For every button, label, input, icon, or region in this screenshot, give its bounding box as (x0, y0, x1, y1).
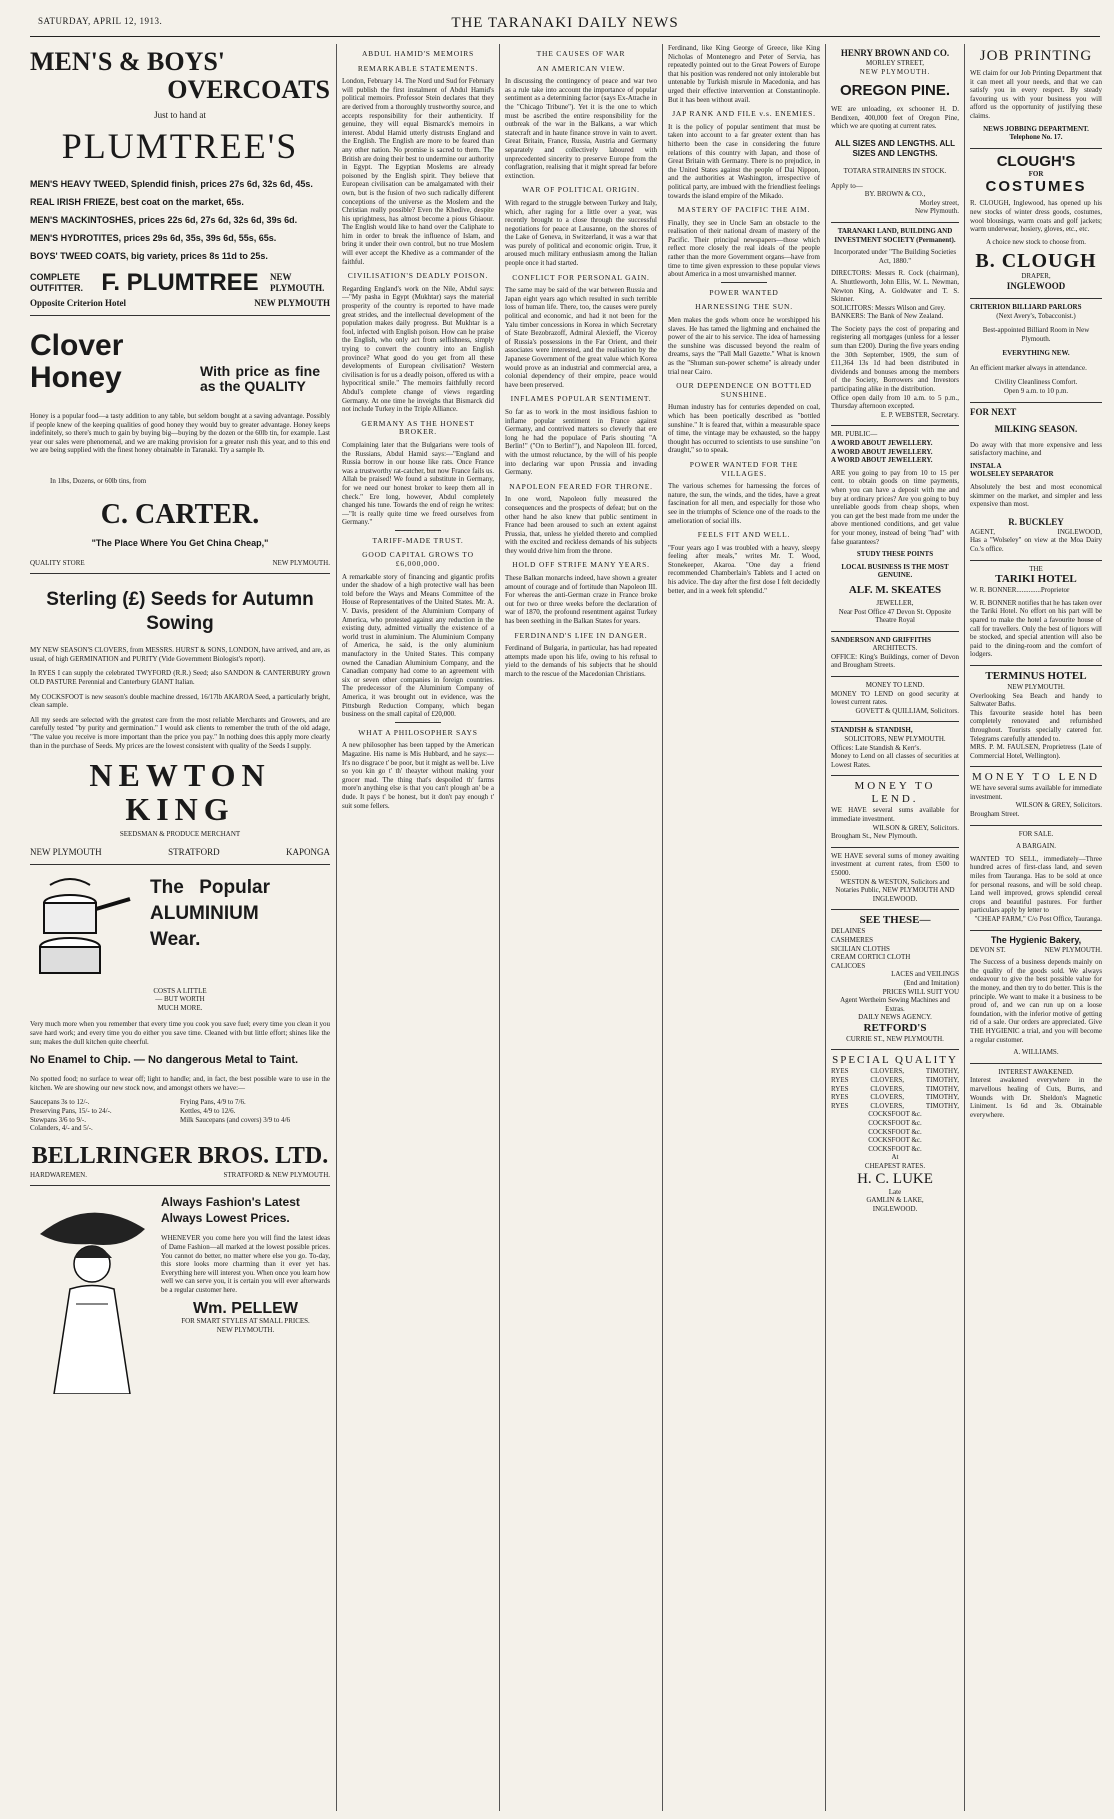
brown-totara: TOTARA STRAINERS IN STOCK. (843, 166, 947, 175)
plumtree-item: MEN'S MACKINTOSHES, prices 22s 6d, 27s 6d, 32s 6d, 39s 6d. (30, 215, 298, 225)
luke-cell: TIMOTHY, (925, 1084, 959, 1093)
plumtree-location: NEW PLYMOUTH. (270, 272, 325, 293)
weston-ad (831, 848, 959, 911)
land-office: Office open daily from 10 a.m. to 5 p.m., Thursday afternoon excepted. (831, 393, 959, 411)
luke-row (831, 1093, 959, 1102)
criterion-marker: An efficient marker always in attendance. (970, 363, 1087, 372)
criterion-title: CRITERION BILLIARD PARLORS (970, 302, 1082, 311)
sale-title: FOR SALE. (1018, 829, 1054, 838)
lend2-who: WILSON & GREY, Solicitors. (872, 823, 959, 832)
tariki-body: W. R. BONNER notifies that he has taken over the Tariki Hotel. No effort on his part will be spared to make the hotel a favourite house of call for travellers. Only the best of liquors will be stocked, and special attention will also be paid to the dining-room and the comfort of lodgers. (970, 598, 1102, 659)
money-lend-ad (831, 677, 959, 722)
brown-np: New Plymouth. (915, 207, 959, 216)
luke-cell: TIMOTHY, (925, 1076, 959, 1085)
criterion-body: Best-appointed Billiard Room in New Plymouth. (982, 326, 1090, 343)
criterion-next: (Next Avery's, Tobacconist.) (996, 311, 1076, 320)
tariki-ad (970, 561, 1102, 666)
jewel-body: ARE you going to pay from 10 to 15 per cent. to obtain goods on time payments, when you can have a deposit with me and buy at ordinary prices? Are you going to buy unreliable goods from cheap shops, when you can get the best made from me under the above mentioned conditions, and get value for your money, instead of being "had" with false guarantees? (831, 468, 959, 546)
lend-title: MONEY TO LEND. (865, 681, 925, 690)
land-inc: Incorporated under "The Building Societies Act, 1880." (833, 248, 957, 265)
tariki-name: TARIKI HOTEL (995, 573, 1077, 586)
article-subheading: FERDINAND'S LIFE IN DANGER. (514, 630, 648, 640)
plumtree-intro: Just to hand at (154, 110, 206, 120)
article-heading: POWER WANTED (709, 287, 779, 297)
pellew-tagline-1: Always Fashion's Latest (161, 1195, 300, 1210)
clough-draper: DRAPER, (1021, 272, 1051, 281)
brown-ad (831, 44, 959, 223)
article-subheading: FEELS FIT AND WELL. (697, 530, 791, 540)
luke-cell: TIMOTHY, (925, 1067, 959, 1076)
lend3-title: MONEY TO LEND (971, 771, 1100, 784)
carter-slogan: "The Place Where You Get China Cheap," (91, 537, 269, 548)
plumtree-town: NEW PLYMOUTH (254, 298, 330, 308)
article-body: In one word, Napoleon fully measured the consequences and the prospects of defeat; but on the other hand he also knew that public sentiment in France had been aroused to such an extent against Prussia, that, unless he yielded thereto and complied with the excited and reckless demands of his subjects they would drive him from the throne. (505, 495, 657, 555)
terminus-name: TERMINUS HOTEL (985, 669, 1087, 682)
interest-title: INTEREST AWAKENED. (998, 1067, 1074, 1076)
sale-body: WANTED TO SELL, immediately—Three hundred acres of first-class land, and seven miles from Tauranga. Has to be sold at once for personal reasons, and will be sold cheap. Land well improved, grows splendid cereal crops and beautiful pastures. For further particulars apply by letter to (970, 854, 1102, 915)
buckley-next: FOR NEXT (970, 406, 1017, 417)
aluminium-ad (30, 865, 330, 1187)
article-body: So far as to work in the most insidious fashion to inflame popular sentiment in France against Germany, and contrived matters so cleverly that ere long he had the populace of Paris shouting "A Berlin!" ("On to Berlin!"), and Napoleon III. forced, with the utmost reluctance, by the will of his people into declaring war upon Prussia and invading Germany. (505, 407, 657, 477)
bakery-name: The Hygienic Bakery, (990, 934, 1082, 945)
article-body: It is the policy of popular sentiment that must be taken into account to a far greater extent than has hitherto been the case in considering the future relations of this country with Japan, and those of Great Britain with Germany. There is no prejudice, in the United States against the people of Dai Nippon, and the authorities at Washington, irrespective of political party, are imbued with the friendliest feelings towards the island empire of the Mikado. (668, 122, 820, 200)
newspaper-title: THE TARANAKI DAILY NEWS (451, 14, 679, 31)
buckley-separator: WOLSELEY SEPARATOR (970, 470, 1054, 479)
column-rule (499, 44, 500, 1811)
criterion-open: Open 9 a.m. to 10 p.m. (1003, 387, 1069, 396)
buckley-install: INSTAL A (970, 461, 1002, 470)
article-subheading: GOOD CAPITAL GROWS TO £6,000,000. (362, 550, 474, 569)
article-subheading: OUR DEPENDENCE ON BOTTLED SUNSHINE. (676, 381, 812, 399)
bellringer-loc: STRATFORD & NEW PLYMOUTH. (223, 1170, 330, 1179)
luke-cell: RYES (831, 1067, 849, 1076)
luke-cocksfoot: COCKSFOOT &c. (868, 1144, 922, 1153)
standish-sol: SOLICITORS, NEW PLYMOUTH. (844, 735, 946, 744)
luke-cell: TIMOTHY, (925, 1101, 959, 1110)
brown-street: MORLEY STREET, (866, 59, 924, 67)
masthead (30, 10, 1100, 37)
buckley-view: Has a "Wolseley" on view at the Moa Dairy Co.'s office. (970, 536, 1102, 553)
article-subheading: CIVILISATION'S DEADLY POISON. (347, 271, 489, 281)
land-directors: DIRECTORS: Messrs R. Cock (chairman), A. Shuttleworth, John Ellis, W. L. Newman, Newton King, A. Goldwater and T. S. Skinner. (831, 269, 959, 304)
lend2-street: Brougham St., New Plymouth. (831, 832, 918, 841)
criterion-ad (970, 299, 1102, 403)
divider (395, 530, 441, 531)
column-ads-6 (970, 44, 1102, 1811)
lend3-street: Brougham Street. (970, 810, 1020, 819)
bakery-st: DEVON ST. (970, 945, 1006, 954)
sanderson-name: SANDERSON AND GRIFFITHS (831, 635, 931, 644)
clough-name: B. CLOUGH (975, 250, 1097, 273)
interest-ad (970, 1064, 1102, 1120)
plumtree-heading-2: OVERCOATS (167, 75, 330, 104)
skeates-trade: JEWELLER, (876, 598, 914, 607)
terminus-ad (970, 666, 1102, 767)
plumtree-heading-1: MEN'S & BOYS' (30, 47, 226, 76)
jewel-word: A WORD ABOUT JEWELLERY. (831, 447, 933, 456)
retford-item: CREAM CORTICI CLOTH (831, 953, 911, 962)
newton-king-trade: SEEDSMAN & PRODUCE MERCHANT (119, 830, 241, 839)
bakery-body: The Success of a business depends mainly on the quality of the goods sold. We always endeavour to give the best possible value for the money, and then try to do better. This is the principle. We want to make it a business to be proud of, and we can run up on a loose foundation, with the inferior motive of getting rid of a sale. Our orders are appreciated. Give THE HYGIENIC a trial, and you will become a regular customer. (970, 958, 1102, 1044)
plumtree-store-name: PLUMTREE'S (61, 126, 299, 166)
sterling-para: My COCKSFOOT is new season's double machine dressed, 16/17lb AKAROA Seed, a particularly bright, clean sample. (30, 692, 330, 710)
plumtree-item: MEN'S HYDROTITES, prices 29s 6d, 35s, 39s 6d, 55s, 65s. (30, 233, 277, 243)
aluminium-title: The Popular ALUMINIUM Wear. (150, 876, 270, 950)
luke-cell: RYES (831, 1076, 849, 1085)
clough-costumes: COSTUMES (985, 178, 1087, 196)
luke-at: At (891, 1153, 899, 1162)
column-rule (662, 44, 663, 1811)
lend3-body: WE have several sums available for immediate investment. (970, 784, 1102, 801)
luke-name: H. C. LUKE (857, 1170, 933, 1187)
luke-row (831, 1076, 959, 1085)
sterling-title: Sterling (£) Seeds for Autumn Sowing (46, 589, 314, 635)
column-rule (825, 44, 826, 1811)
article-body: Ferdinand, like King George of Greece, like King Nicholas of Montenegro and Peter of Servia, has repeatedly pointed out to the Great Powers of Europe that his position was rendered not only intolerable but untenable by Turkish misrule in Macedonia, and has urged their effective intervention at Constantinople. But it has been without avail. (668, 44, 820, 104)
skeates-address: Near Post Office 47 Devon St. Opposite Theatre Royal (838, 607, 952, 625)
price-item: Saucepans 3s to 12/-. (30, 1098, 90, 1107)
sale-ad (970, 826, 1102, 931)
terminus-prop: MRS. P. M. FAULSEN, Proprietress (Late of Commercial Hotel, Wellington). (970, 743, 1102, 760)
job-title: JOB PRINTING (979, 48, 1093, 64)
saucepan-illustration (30, 875, 140, 985)
price-item: Stewpans 3/6 to 9/-. (30, 1115, 86, 1124)
buckley-ingle: INGLEWOOD, (1057, 527, 1102, 536)
criterion-every: EVERYTHING NEW. (1002, 349, 1070, 358)
article-subheading: INFLAMES POPULAR SENTIMENT. (510, 394, 652, 404)
retford-item: PRICES WILL SUIT YOU (882, 987, 959, 996)
retford-item: DELAINES (831, 927, 866, 936)
jewellery-ad (831, 426, 959, 631)
luke-ad (831, 1050, 959, 1213)
newton-king-loc-1: NEW PLYMOUTH (30, 846, 102, 857)
plumtree-proprietor: F. PLUMTREE (101, 269, 259, 296)
brown-by: BY. BROWN & CO., (864, 190, 926, 199)
criterion-civ: Civility Cleanliness Comfort. (994, 378, 1078, 387)
terminus-np: NEW PLYMOUTH. (1007, 682, 1065, 691)
price-item: Milk Saucepans (and covers) 3/9 to 4/6 (180, 1115, 291, 1124)
newton-king-name: NEWTON KING (89, 757, 271, 828)
bakery-owner: A. WILLIAMS. (1013, 1048, 1059, 1057)
retford-item: LACES and VEILINGS (891, 970, 959, 979)
column-articles-3 (505, 44, 657, 1811)
article-subheading: NAPOLEON FEARED FOR THRONE. (509, 481, 653, 491)
luke-gamlin: GAMLIN & LAKE, (866, 1196, 924, 1205)
pellew-ad (30, 1186, 330, 1394)
pellew-name: Wm. PELLEW (193, 1299, 298, 1317)
luke-cell: RYES (831, 1084, 849, 1093)
buckley-ad (970, 403, 1102, 561)
retford-name: RETFORD'S (863, 1021, 927, 1034)
article-body: Men makes the gods whom once he worshipped his slaves. He has tamed the lightning and enchained the power of the air to his service. The idea of harnessing the sunshine was discussed beyond the realm of dreams, says the "Pall Mall Gazette." What is known as the "Shuman sun-power scheme" is already under trial near Cairo. (668, 316, 820, 376)
carter-name: C. CARTER. (100, 498, 260, 530)
aluminium-costs: COSTS A LITTLE— BUT WORTH MUCH MORE. (153, 986, 207, 1012)
price-item: Frying Pans, 4/9 to 7/6. (180, 1098, 246, 1107)
article-body: The same may be said of the war between Russia and Japan eight years ago which resulted in such terrible loss of human life. There, too, the causes were purely political and economic, and had it not been for the Yalu timber concessions in Korea in which Secretary of State Bezobrazoff, Admiral Alexieff, the Viceroy of Russia's possessions in the Far Orient, and their associates were interested, and the realisation by the Japanese Government of the great value which Korea would prove as an industrial and commercial area, a colonial dependency of their empire, peace would have been preserved. (505, 286, 657, 389)
sanderson-ad (831, 632, 959, 677)
plumtree-opposite: Opposite Criterion Hotel (30, 298, 126, 308)
job-body: WE claim for our Job Printing Department that it can meet all your needs, and that we can satisfy you in every respect. By steady favouring us with your business you will afford us the opportunity of justifying these claims. (970, 69, 1102, 120)
retford-address: CURRIE ST., NEW PLYMOUTH. (846, 1034, 944, 1043)
article-body: Complaining later that the Bulgarians were tools of the Russians, Abdul Hamid says:—"England and Russia borrow in our house like rats. Once France was a trustworthy rat-catcher, but now France fails us. Allah be praised! We found a substitute in Germany, for we need our honest broker to keep them all in check." Ere long, however, Abdul completely changed his tune. Towards the end of reign he writes:—"It is really quite time we freed ourselves from Germany." (342, 440, 494, 527)
luke-cell: CLOVERS, (870, 1067, 905, 1076)
standish-ad (831, 722, 959, 776)
clough-title: CLOUGH'S (996, 152, 1076, 170)
aluminium-body: Very much more when you remember that every time you cook you save fuel; every time you clean it you save hard work; and every time you do either you save time. Cleaned with but little effort; shines like the sun; makes the dull kitchen quite cheerful. (30, 1020, 330, 1046)
luke-cell: CLOVERS, (870, 1093, 905, 1102)
luke-cell: RYES (831, 1101, 849, 1110)
terminus-body: This favourite seaside hotel has been completely renovated and refurnished throughout. Tourists specially catered for. Telegrams carefully attended to. (970, 708, 1102, 743)
lend-who: GOVETT & QUILLIAM, Solicitors. (855, 706, 959, 715)
bakery-np: NEW PLYMOUTH. (1044, 945, 1102, 954)
buckley-milking: MILKING SEASON. (994, 423, 1078, 434)
article-body: London, February 14. The Nord und Sud for February will publish the first instalment of Abdul Hamid's political memoirs. Professor Stein declares that they are derived from a thoroughly trustworthy source, and accepts responsibility for their authenticity. If genuine, they will equal Bismarck's memoirs in interest. Abdul Hamid utterly distrusts England and the English. The English are more to be feared than any other nation. No promise is sacred to them. The British are doing their best to undermine our authority in Egypt. The Egyptian Moslems are already poisoned by the English spirit. They believe that European civilisation can be amalgamated with their own, but is the fusion of two such radically different conceptions of the universe as the Moslem and the Christian really possible? Even the Khedive, despite his uprightness, has almost become a pious Ghiaour. The English would like to hand over the Caliphate to him in order to break the influence of Islam, and bring it under their own control, but no true Moslem will ever accept the Khedive as a commander of the faithful. (342, 77, 494, 266)
weston-body: WE HAVE several sums of money awaiting investment at current rates, from £500 to £5000. (831, 851, 959, 877)
sterling-seeds-ad (30, 574, 330, 865)
luke-cocksfoot: COCKSFOOT &c. (868, 1119, 922, 1128)
land-secretary: E. P. WEBSTER, Secretary. (880, 410, 959, 419)
pellew-tagline-2: Always Lowest Prices. (161, 1211, 290, 1226)
column-ads-left (30, 44, 330, 1811)
honey-tagline: With price as fine as the QUALITY (200, 363, 320, 394)
honey-sizes: In 1lbs, Dozens, or 60lb tins, from (50, 476, 147, 485)
column-articles-2 (342, 44, 494, 1811)
sterling-para: MY NEW SEASON'S CLOVERS, from MESSRS. HURST & SONS, LONDON, have arrived, and are, as usual, of high GERMINATION and PURITY (Vide Government Biologist's report). (30, 646, 330, 663)
retford-see: SEE THESE— (859, 914, 931, 927)
luke-cell: CLOVERS, (870, 1101, 905, 1110)
carter-town: NEW PLYMOUTH. (272, 558, 330, 567)
luke-cocksfoot: COCKSFOOT &c. (868, 1136, 922, 1145)
brown-sizes: ALL SIZES AND LENGTHS. ALL SIZES AND LENGTHS. (834, 138, 956, 158)
tariki-prop: W. R. BONNER..............Proprietor (970, 586, 1070, 595)
article-body: A new philosopher has been tapped by the American Magazine. His name is Mis Hubbard, and he says:— It's no disgrace t' be poor, but it might as well be. Live so you kin go t' th' theayter without making your grocer mad. The thing that's despoiled th' farms more'n anything else is that you can't plough an' be a dude. It pays t' be honest, but it don't pay enough t' suit some fellers. (342, 741, 494, 810)
column-rule (964, 44, 965, 1811)
lend-body: MONEY TO LEND on good security at lowest current rates. (831, 689, 959, 707)
article-heading: ABDUL HAMID'S MEMOIRS (361, 49, 475, 58)
retford-daily: DAILY NEWS AGENCY. (858, 1013, 932, 1022)
article-body: Ferdinand of Bulgaria, in particular, has had repeated attempts made upon his life, owing to his refusal to yield to the demands of his subjects that he should march to the rescue of the Macedonian Christians. (505, 644, 657, 678)
brown-oregon: OREGON PINE. (839, 82, 951, 100)
bakery-ad (970, 931, 1102, 1064)
standish-off: Offices: Late Standish & Kerr's. (831, 743, 921, 752)
bellringer-trade: HARDWAREMEN. (30, 1170, 87, 1179)
luke-cell: CLOVERS, (870, 1076, 905, 1085)
jewel-study: STUDY THESE POINTS (856, 550, 934, 559)
retford-item: SICILIAN CLOTHS (831, 944, 890, 953)
jewel-word: A WORD ABOUT JEWELLERY. (831, 439, 933, 447)
article-subheading: MASTERY OF PACIFIC THE AIM. (677, 205, 811, 215)
article-body: The various schemes for harnessing the forces of nature, the sun, the winds, and the tides, have a great fascination for all men, and especially for those who see in the triumphs of Science one of the roads to the amelioration of social ills. (668, 482, 820, 525)
weston-who: WESTON & WESTON, Solicitors and Notaries Public, NEW PLYMOUTH AND INGLEWOOD. (835, 877, 955, 903)
article-body: In discussing the contingency of peace and war two as a rule take into account the importance of popular sentiment as a determining factor (says Ex-Attache in the "Chicago Tribune"). Yet it is the one to which must be ascribed the entire responsibility for the outbreak of the war in the Balkans, a war which statecraft and in haute finance strove in vain to avert. Great Britain, France, Russia, Austria and Germany separately and collectively laboured with unprecedented sincerity to preserve Europe from the conflagration, realising that it might spread far before extinction. (505, 77, 657, 180)
clough-choice: A choice new stock to choose from. (985, 237, 1087, 246)
honey-ad (30, 316, 330, 574)
article-body: Finally, they see in Uncle Sam an obstacle to the realisation of their national dream of mastery of the Pacific. Their principal newspapers—those which reflect more closely the real ideals of the people rather than the more Government organs—have from time to time given expression to these popular views about America in a most unvarnished manner. (668, 218, 820, 279)
article-subheading: REMARKABLE STATEMENTS. (357, 63, 479, 73)
brown-name: HENRY BROWN AND CO. (840, 48, 950, 58)
pellew-slogan: FOR SMART STYLES AT SMALL PRICES. (181, 1317, 310, 1326)
honey-title: Clover Honey (30, 329, 124, 394)
clough-body: R. CLOUGH, Inglewood, has opened up his new stocks of winter dress goods, costumes, wool blousings, warm coats and golf jackets; warm underwear, hosiery, gloves, etc., etc. (970, 199, 1102, 234)
article-subheading: POWER WANTED FOR THE VILLAGES. (689, 459, 799, 478)
retford-item: CASHMERES (831, 935, 874, 944)
sterling-para: All my seeds are selected with the greatest care from the most reliable Merchants and Growers, and are carefully tested "by purity and germination." I would ask clients to remember the truth of the old adage, "The value you receive is more important than the price you pay." In nothing does this apply more clearly than in the purchase of Seeds. My prices are the lowest consistent with quality of the Seeds I supply. (30, 715, 330, 750)
luke-cell: TIMOTHY, (925, 1093, 959, 1102)
pellew-town: NEW PLYMOUTH. (216, 1325, 275, 1334)
carter-quality: QUALITY STORE (30, 558, 85, 567)
lend3-who: WILSON & GREY, Solicitors. (1015, 801, 1102, 810)
luke-row (831, 1102, 959, 1111)
price-item: Preserving Pans, 15/- to 24/-. (30, 1107, 112, 1116)
retford-item: (End and Imitation) (903, 978, 959, 987)
article-subheading: JAP RANK AND FILE v.s. ENEMIES. (672, 109, 816, 119)
pellew-body: WHENEVER you come here you will find the latest ideas of Dame Fashion—all marked at the lowest possible prices. You cannot do better, no matter where else you go. To-day, this store looks more charming than it ever yet has. Everything here will interest you. When once you learn how well we can serve you, it is certain you will ever afterwards be a regular customer here. (161, 1234, 330, 1294)
sanderson-office: OFFICE: King's Buildings, corner of Devon and Brougham Streets. (831, 652, 959, 670)
article-body: "Four years ago I was troubled with a heavy, sleepy feeling after meals," writes Mr. T. Wood, Stonekeeper, Akaroa. "One day a friend recommended Chamberlain's Tablets and I acted on his advice. The day after the first dose I felt decidedly better, and in a week felt splendid." (668, 543, 820, 595)
jewel-word: A WORD ABOUT JEWELLERY. (831, 456, 933, 465)
luke-title: SPECIAL QUALITY (832, 1054, 958, 1067)
honey-body: Honey is a popular food—a tasty addition to any table, but seldom bought at a saving advantage. Possibly if people knew of the keeping qualities of good honey they would buy to greater advantage. Honey keeps indefinitely, so there's much to gain by buying big—buying by the dozen or the 60lb tin, for example. Last year our sales were phenomenal, and we are making provision for a greater rush this year, and to this end we are being supplied with the finest honey obtainable in Taranaki. Try a sample lb. (30, 412, 330, 455)
luke-row (831, 1067, 959, 1076)
jewel-mr: MR. PUBLIC— (831, 430, 878, 439)
lend2-body: WE HAVE several sums available for immediate investment. (831, 806, 959, 823)
jewel-local: LOCAL BUSINESS IS THE MOST GENUINE. (841, 562, 949, 580)
plumtree-item: BOYS' TWEED COATS, big variety, prices 8s 11d to 25s. (30, 251, 268, 261)
article-heading: THE CAUSES OF WAR (536, 49, 626, 58)
article-subheading: WAR OF POLITICAL ORIGIN. (522, 185, 640, 195)
luke-cocksfoot: COCKSFOOT &c. (868, 1110, 922, 1119)
luke-cell: CLOVERS, (870, 1084, 905, 1093)
buckley-name: R. BUCKLEY (1008, 516, 1064, 527)
price-item: Colanders, 4/- and 5/-. (30, 1124, 93, 1133)
money-lend-ad-2 (831, 776, 959, 847)
clough-for: FOR (1028, 169, 1044, 178)
article-body: Human industry has for centuries depended on coal, which has been poetically described as "bottled sunshine." It is feared that, within a measurable space of time, the vintage may be exhausted, so the happy thought has occurred to scientists to use sunshine "on draught," so to speak. (668, 403, 820, 455)
article-body: A remarkable story of financing and gigantic profits under the shadow of a high protective wall has been told before the Ways and Means Committee of the House of Representatives of the United States. Mr. A. V. Davis, president of the Aluminium Company of America, who protested against any reduction in the existing duty, admitted virtually the existence of a world trust in aluminium. The Aluminium Company of America, he said, is the only aluminium manufactory in the United States. This company owned the Canadian Aluminium Company, and the Canadian company had come to an agreement with six or seven other companies in foreign countries. The predecessor of the Aluminium Company of America, it was brought out in evidence, was the Pittsburgh Reduction Company, which began business on the small capital of £20,000. (342, 572, 494, 719)
newton-king-loc-3: KAPONGA (285, 846, 330, 857)
retford-agent: Agent Wertheim Sewing Machines and Extras. (840, 996, 950, 1013)
article-subheading: HOLD OFF STRIFE MANY YEARS. (512, 560, 650, 570)
job-tel: Telephone No. 17. (1009, 133, 1063, 142)
article-heading: TARIFF-MADE TRUST. (372, 535, 464, 545)
article-heading: WHAT A PHILOSOPHER SAYS (358, 727, 478, 737)
luke-cell: RYES (831, 1093, 849, 1102)
article-body: With regard to the struggle between Turkey and Italy, which, after raging for a little over a year, was recently brought to a close through the successful negotiations for peace at Lausanne, on the shores of the Lake of Geneva, in Switzerland, it was a war that was purely of political and economic origin. True, it aroused much military enthusiasm among the Italian people once it had started. (505, 198, 657, 268)
plumtree-outfitter: COMPLETE OUTFITTER. (30, 272, 83, 293)
skeates-name: ALF. M. SKEATES (848, 583, 942, 596)
luke-cheapest: CHEAPEST RATES. (864, 1162, 926, 1170)
sale-who: "CHEAP FARM," C/o Post Office, Tauranga. (974, 915, 1102, 923)
issue-date: SATURDAY, APRIL 12, 1913. (38, 16, 163, 26)
article-subheading: CONFLICT FOR PERSONAL GAIN. (512, 272, 650, 282)
article-body: These Balkan monarchs indeed, have shown a greater amount of courage and of fortitude than Napoleon III. For whereas the anti-German craze in France broke out for two or three weeks before the declaration of war of 1870, the profound resentment against Turkey has been seething in the Balkan States for years. (505, 574, 657, 626)
aluminium-enamel: No Enamel to Chip. — No dangerous Metal to Taint. (30, 1054, 299, 1067)
land-society-ad (831, 223, 959, 426)
fashion-lady-illustration (30, 1194, 155, 1394)
sale-bargain: A BARGAIN. (1015, 842, 1057, 851)
article-subheading: GERMANY AS THE HONEST BROKER. (361, 418, 475, 437)
land-title: TARANAKI LAND, BUILDING AND INVESTMENT SOCIETY (Permanent). (834, 226, 956, 244)
column-ads-5 (831, 44, 959, 1811)
plumtree-item: REAL IRISH FRIEZE, best coat on the market, 65s. (30, 197, 244, 207)
luke-late: Late (888, 1187, 902, 1196)
newton-king-loc-2: STRATFORD (168, 846, 220, 857)
job-printing-ad (970, 44, 1102, 149)
luke-inglewood: INGLEWOOD. (872, 1204, 918, 1213)
column-articles-4 (668, 44, 820, 1811)
land-solicitors: SOLICITORS: Messrs Wilson and Grey. (831, 303, 946, 312)
standish-body: Money to Lend on all classes of securities at Lowest Rates. (831, 752, 959, 769)
retford-ad (831, 910, 959, 1050)
clough-ad (970, 149, 1102, 299)
plumtree-item: MEN'S HEAVY TWEED, Splendid finish, prices 27s 6d, 32s 6d, 45s. (30, 179, 313, 189)
luke-cocksfoot: COCKSFOOT &c. (868, 1127, 922, 1136)
divider (395, 722, 441, 723)
bellringer-name: BELLRINGER BROS. LTD. (31, 1142, 329, 1169)
terminus-over: Overlooking Sea Beach and handy to Saltwater Baths. (970, 691, 1102, 709)
divider (721, 282, 767, 283)
plumtree-ad (30, 44, 330, 316)
brown-apply: Apply to— (831, 181, 863, 190)
aluminium-spots: No spotted food; no surface to wear off; light to handle; and, in fact, the best possible ware to use in the kitchen. We are showing our new stock now, and amongst others we have:— (30, 1075, 330, 1092)
buckley-body: Do away with that more expensive and less satisfactory machine, and (970, 440, 1102, 458)
article-subheading: HARNESSING THE SUN. (695, 302, 793, 312)
price-item: Kettles, 4/9 to 12/6. (180, 1107, 236, 1116)
job-dept: NEWS JOBBING DEPARTMENT. (983, 124, 1089, 133)
retford-item: CALICOES (831, 961, 866, 970)
buckley-body-2: Absolutely the best and most economical skimmer on the market, and simpler and less expensive than most. (970, 483, 1102, 509)
interest-body: Interest awakened everywhere in the marvellous healing of Cuts, Burns, and Wounds with Dr. Sheldon's Magnetic Liniment. 1s 6d and 3s. Obtainable everywhere. (970, 1076, 1102, 1119)
lend2-title: MONEY TO LEND. (854, 780, 936, 806)
money-lend-ad-3 (970, 767, 1102, 825)
land-body: The Society pays the cost of preparing and registering all mortgages (unless for a lesser sum than £200). During the five years ending the 30th September, 1909, the sum of £11,364 13s 1d had been distributed in dividends and bonuses among the members of the Society, Borrowers and Investors participating alike in the distribution. (831, 324, 959, 394)
article-subheading: AN AMERICAN VIEW. (536, 63, 626, 73)
standish-name: STANDISH & STANDISH, (831, 726, 913, 735)
sanderson-arch: ARCHITECTS. (872, 644, 918, 653)
land-bankers: BANKERS: The Bank of New Zealand. (831, 312, 944, 321)
column-rule (336, 44, 337, 1811)
tariki-the: THE (1029, 564, 1043, 573)
luke-row (831, 1085, 959, 1094)
buckley-agent: AGENT, (970, 527, 995, 536)
clough-ingle: INGLEWOOD (1006, 280, 1066, 291)
brown-morley: Morley street, (919, 198, 959, 207)
sterling-para: In RYES I can supply the celebrated TWYFORD (R.R.) Seed; also SANDON & CANTERBURY grown OLD PASTURE Perennial and Canterbury GIANT Italian. (30, 669, 330, 686)
brown-town: NEW PLYMOUTH. (859, 67, 931, 76)
brown-body: WE are unloading, ex schooner H. D. Bendixen, 400,000 feet of Oregon Pine, which we are quoting at current rates. (831, 105, 959, 131)
article-body: Regarding England's work on the Nile, Abdul says:—"My pasha in Egypt (Mukhtar) says the material prosperity of the country is reported to have made great strides, and the intellectual development of the population makes daily progress. But Mukhtar is a fool, infected with English poison. How can he praise the English, who only act from selfishness, simply trying to convert the country into an English province? What good do you get from all these developments of European civilisation? Western civilisation is for us a deadly poison, offered us with a hypocritical smile." The memoirs faithfully record Abdul's complete change of views regarding Germany. At one time he inveighs that Bismarck did not include Turkey in the Triple Alliance. (342, 284, 494, 414)
